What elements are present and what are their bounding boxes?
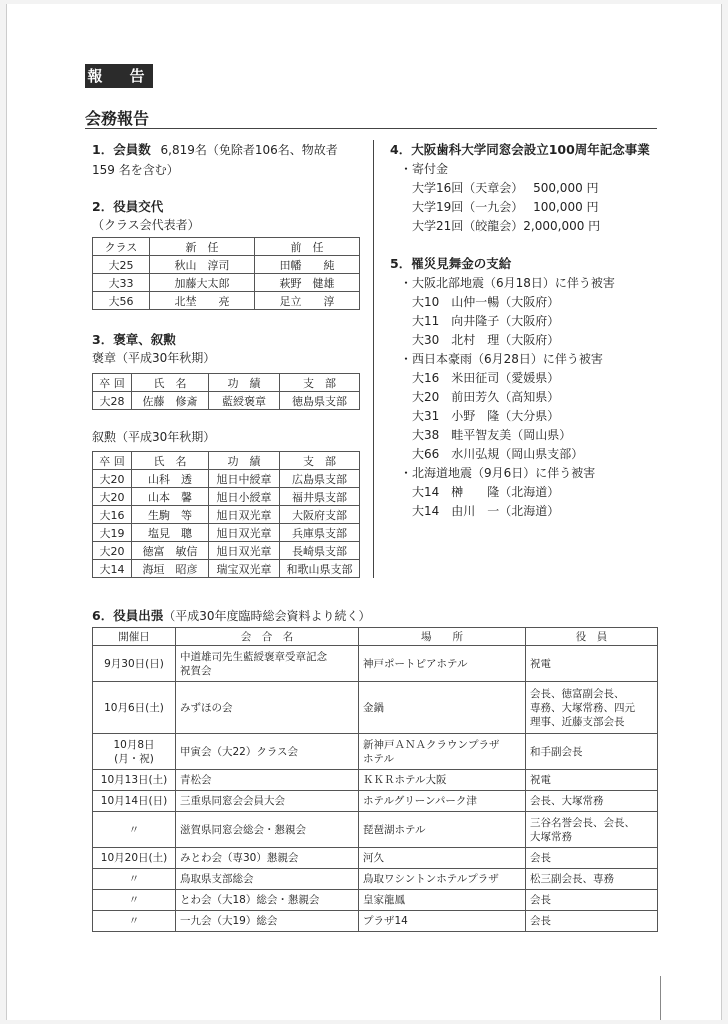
cell-line: とわ会（大18）総会・懇親会: [180, 894, 320, 906]
cell-line: 〃: [128, 873, 140, 885]
officer-trips-table: [92, 627, 658, 932]
table-row: [93, 292, 360, 310]
table-cell: 旭日双光章: [209, 524, 280, 542]
disaster-heading: ・西日本豪雨（6月28日）に伴う被害: [400, 352, 603, 366]
hosho-table: [92, 373, 360, 410]
cell-line: 琵琶湖ホテル: [363, 823, 426, 836]
cell-line: 鳥取県支部総会: [180, 873, 254, 885]
hosho-label: 褒章（平成30年秋期）: [92, 351, 216, 365]
table-cell: 大56: [93, 292, 150, 310]
donation-line: 大学16回（天章会） 500,000 円: [412, 181, 599, 195]
table-cell: 徳島県支部: [280, 392, 360, 410]
section-members: [92, 140, 367, 180]
cell-line: 〃: [128, 823, 140, 836]
table-cell: 徳富 敏信: [132, 542, 209, 560]
table-header-row: [93, 374, 360, 392]
table-row: [93, 524, 360, 542]
cell-line: 三重県同窓会会員大会: [180, 795, 285, 807]
list-item: 大14 由川 一（北海道）: [412, 504, 560, 518]
table-row: [93, 812, 658, 848]
header-cell: 氏 名: [132, 374, 209, 392]
cell-line: ホテル: [363, 752, 394, 765]
table-row: [93, 848, 658, 869]
list-item: 大16 米田征司（愛媛県）: [412, 371, 560, 385]
table-row: [93, 890, 658, 911]
table-cell: 長崎県支部: [280, 542, 360, 560]
meeting-cell: [176, 734, 359, 770]
cell-line: 甲寅会（大22）クラス会: [180, 745, 299, 758]
officer-cell: [526, 848, 658, 869]
cell-line: 新神戸ＡＮＡクラウンプラザ: [363, 738, 500, 751]
table-cell: 大20: [93, 542, 132, 560]
cell-line: 中道雄司先生藍綬褒章受章記念: [180, 650, 327, 663]
table-row: [93, 256, 360, 274]
table-row: [93, 560, 360, 578]
cell-line: 河久: [363, 852, 384, 864]
donation-line: 大学19回（一九会） 100,000 円: [412, 200, 599, 214]
table-row: [93, 506, 360, 524]
place-cell: [359, 911, 526, 932]
table-cell: 秋山 淳司: [150, 256, 255, 274]
list-item: 大10 山仲一暢（大阪府）: [412, 295, 560, 309]
header-cell: 卒 回: [93, 374, 132, 392]
cell-line: 〃: [128, 915, 140, 927]
header-cell: 新 任: [150, 238, 255, 256]
table-header-row: [93, 238, 360, 256]
section-honors: [92, 331, 215, 367]
jokun-label: 叙勲（平成30年秋期）: [92, 430, 216, 444]
date-cell: [93, 770, 176, 791]
place-cell: [359, 646, 526, 682]
table-cell: 兵庫県支部: [280, 524, 360, 542]
table-cell: 生駒 等: [132, 506, 209, 524]
cell-line: 和手副会長: [530, 745, 583, 758]
meeting-cell: [176, 812, 359, 848]
donation-label: ・寄付金: [400, 162, 449, 176]
section-tag: 報 告: [85, 64, 153, 88]
table-cell: 塩見 聰: [132, 524, 209, 542]
meeting-cell: [176, 770, 359, 791]
header-cell: 前 任: [255, 238, 360, 256]
table-row: [93, 791, 658, 812]
section-officer-trips: [92, 606, 370, 625]
cell-line: 皇家龍鳳: [363, 894, 405, 906]
donation-line: 大学21回（皎龍会）2,000,000 円: [412, 219, 601, 233]
table-cell: 大14: [93, 560, 132, 578]
officer-cell: [526, 890, 658, 911]
meeting-cell: [176, 848, 359, 869]
place-cell: [359, 812, 526, 848]
cell-line: 専務、大塚常務、四元: [530, 701, 635, 714]
table-cell: 大19: [93, 524, 132, 542]
table-cell: 大阪府支部: [280, 506, 360, 524]
cell-line: 祝電: [530, 774, 551, 786]
section-disaster-relief: [390, 254, 615, 521]
section-2-sub: （クラス会代表者）: [92, 218, 200, 232]
section-1-heading: 1．会員数: [92, 142, 151, 157]
section-5-heading: 5．罹災見舞金の支給: [390, 256, 512, 271]
date-cell: [93, 911, 176, 932]
list-item: 大14 榊 隆（北海道）: [412, 485, 560, 499]
table-cell: 山科 透: [132, 470, 209, 488]
table-cell: 広島県支部: [280, 470, 360, 488]
cell-line: 会長: [530, 894, 551, 906]
date-cell: [93, 682, 176, 734]
table-row: [93, 392, 360, 410]
table-cell: 大16: [93, 506, 132, 524]
officer-cell: [526, 911, 658, 932]
list-item: 大30 北村 理（大阪府）: [412, 333, 560, 347]
section-3-heading: 3．褒章、叙勲: [92, 332, 176, 347]
cell-line: 祝賀会: [180, 664, 212, 677]
cell-line: 金鍋: [363, 701, 384, 714]
table-cell: 大20: [93, 470, 132, 488]
table-row: [93, 274, 360, 292]
table-cell: 大25: [93, 256, 150, 274]
table-row: [93, 911, 658, 932]
date-cell: [93, 890, 176, 911]
cell-line: 会長、大塚常務: [530, 795, 604, 807]
cell-line: 10月13日(土): [100, 774, 168, 786]
cell-line: 〃: [128, 894, 140, 906]
meeting-cell: [176, 791, 359, 812]
table-cell: 萩野 健雄: [255, 274, 360, 292]
table-row: [93, 734, 658, 770]
section-6-heading: 6．役員出張: [92, 608, 164, 623]
date-cell: [93, 734, 176, 770]
jokun-table: [92, 451, 360, 578]
table-cell: 和歌山県支部: [280, 560, 360, 578]
table-cell: 旭日双光章: [209, 506, 280, 524]
cell-line: 会長: [530, 852, 551, 864]
date-cell: [93, 848, 176, 869]
cell-line: 10月6日(土): [104, 701, 164, 714]
disaster-heading: ・大阪北部地震（6月18日）に伴う被害: [400, 276, 615, 290]
meeting-cell: [176, 911, 359, 932]
header-cell: 場 所: [359, 628, 526, 646]
member-count-text-2: 159 名を含む）: [92, 163, 179, 177]
list-item: 大20 前田芳久（高知県）: [412, 390, 560, 404]
header-cell: 開催日: [93, 628, 176, 646]
meeting-cell: [176, 682, 359, 734]
header-cell: 功 績: [209, 452, 280, 470]
header-cell: 支 部: [280, 452, 360, 470]
cell-line: プラザ14: [363, 915, 408, 927]
table-cell: 藍綬褒章: [209, 392, 280, 410]
meeting-cell: [176, 646, 359, 682]
list-item: 大38 畦平智友美（岡山県）: [412, 428, 572, 442]
table-cell: 旭日双光章: [209, 542, 280, 560]
officer-cell: [526, 734, 658, 770]
place-cell: [359, 869, 526, 890]
cell-line: 9月30日(日): [104, 657, 164, 670]
table-cell: 田幡 純: [255, 256, 360, 274]
header-cell: 卒 回: [93, 452, 132, 470]
table-cell: 海垣 昭彦: [132, 560, 209, 578]
cell-line: ホテルグリーンパーク津: [363, 795, 477, 807]
section-2-heading: 2．役員交代: [92, 199, 164, 214]
officer-cell: [526, 770, 658, 791]
cell-line: 会長: [530, 915, 551, 927]
cell-line: みとわ会（専30）懇親会: [180, 852, 299, 864]
table-cell: 旭日小綬章: [209, 488, 280, 506]
table-cell: 佐藤 修斎: [132, 392, 209, 410]
section-centennial: [390, 140, 650, 236]
header-cell: 功 績: [209, 374, 280, 392]
cell-line: 松三副会長、専務: [530, 873, 614, 885]
officer-cell: [526, 791, 658, 812]
table-row: [93, 682, 658, 734]
date-cell: [93, 646, 176, 682]
cell-line: 10月14日(日): [100, 795, 168, 807]
place-cell: [359, 848, 526, 869]
table-cell: 北埜 亮: [150, 292, 255, 310]
table-row: [93, 646, 658, 682]
officer-cell: [526, 646, 658, 682]
place-cell: [359, 770, 526, 791]
table-cell: 山本 馨: [132, 488, 209, 506]
cell-line: 青松会: [180, 774, 212, 786]
section-6-note: （平成30年度臨時総会資料より続く）: [163, 609, 371, 623]
table-cell: 瑞宝双光章: [209, 560, 280, 578]
cell-line: 三谷名誉会長、会長、: [530, 816, 635, 829]
officer-cell: [526, 682, 658, 734]
cell-line: 鳥取ワシントンホテルプラザ: [363, 873, 499, 885]
cell-line: (月・祝): [114, 752, 154, 765]
table-cell: 旭日中綬章: [209, 470, 280, 488]
cell-line: 一九会（大19）総会: [180, 915, 278, 927]
table-header-row: [93, 628, 658, 646]
cell-line: 祝電: [530, 657, 551, 670]
cell-line: みずほの会: [180, 701, 233, 714]
list-item: 大66 水川弘規（岡山県支部）: [412, 447, 584, 461]
column-divider: [373, 140, 374, 578]
cell-line: 10月8日: [113, 738, 155, 751]
header-cell: 支 部: [280, 374, 360, 392]
header-cell: クラス: [93, 238, 150, 256]
date-cell: [93, 812, 176, 848]
header-cell: 会 合 名: [176, 628, 359, 646]
meeting-cell: [176, 890, 359, 911]
header-cell: 役 員: [526, 628, 658, 646]
cell-line: 会長、徳富副会長、: [530, 687, 625, 700]
table-cell: 大28: [93, 392, 132, 410]
page-title: 会務報告: [85, 109, 150, 128]
officer-cell: [526, 812, 658, 848]
meeting-cell: [176, 869, 359, 890]
table-cell: 加藤大太郎: [150, 274, 255, 292]
officer-change-table: [92, 237, 360, 310]
table-row: [93, 542, 360, 560]
date-cell: [93, 791, 176, 812]
member-count-text: 6,819名（免除者106名、物故者: [160, 143, 338, 157]
list-item: 大31 小野 隆（大分県）: [412, 409, 560, 423]
header-cell: 氏 名: [132, 452, 209, 470]
disaster-heading: ・北海道地震（9月6日）に伴う被害: [400, 466, 596, 480]
section-4-heading: 4．大阪歯科大学同窓会設立100周年記念事業: [390, 142, 650, 157]
table-row: [93, 869, 658, 890]
date-cell: [93, 869, 176, 890]
table-cell: 大33: [93, 274, 150, 292]
list-item: 大11 向井隆子（大阪府）: [412, 314, 560, 328]
page-edge-rule: [660, 976, 661, 1020]
section-officer-change: [92, 198, 200, 234]
cell-line: 大塚常務: [530, 830, 572, 843]
table-cell: 足立 淳: [255, 292, 360, 310]
table-row: [93, 488, 360, 506]
cell-line: ＫＫＲホテル大阪: [363, 774, 447, 786]
place-cell: [359, 734, 526, 770]
place-cell: [359, 791, 526, 812]
table-row: [93, 470, 360, 488]
table-cell: 大20: [93, 488, 132, 506]
cell-line: 理事、近藤支部会長: [530, 715, 625, 728]
table-row: [93, 770, 658, 791]
place-cell: [359, 682, 526, 734]
cell-line: 滋賀県同窓会総会・懇親会: [180, 823, 306, 836]
cell-line: 10月20日(土): [100, 852, 168, 864]
cell-line: 神戸ポートピアホテル: [363, 657, 468, 670]
table-cell: 福井県支部: [280, 488, 360, 506]
table-header-row: [93, 452, 360, 470]
place-cell: [359, 890, 526, 911]
title-divider: [85, 128, 657, 129]
officer-cell: [526, 869, 658, 890]
